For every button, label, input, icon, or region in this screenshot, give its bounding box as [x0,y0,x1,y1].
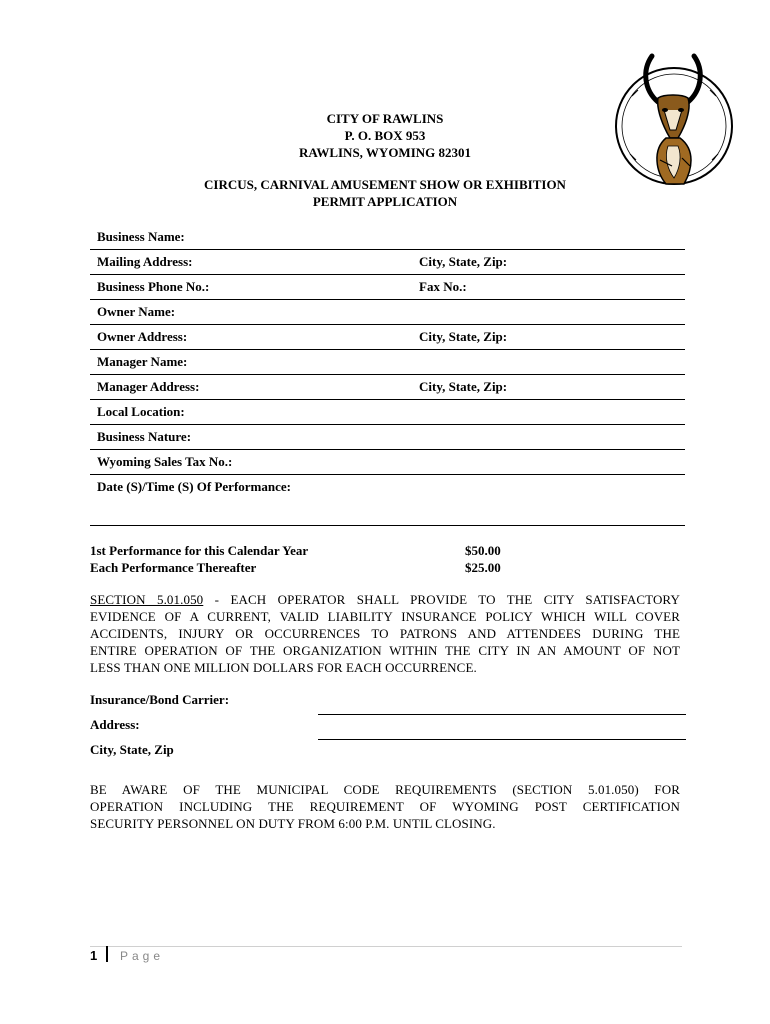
page-number: 1 [90,948,98,963]
business-nature-label: Business Nature: [97,429,192,444]
section-line-4: ENTIRE OPERATION OF THE ORGANIZATION WITHIN THE CITY IN AN AMOUNT OF NOT [90,643,680,658]
section-line-1: - EACH OPERATOR SHALL PROVIDE TO THE CITY SATISFACTORY [203,592,680,607]
insurance-address-line[interactable] [318,739,686,740]
insurance-carrier-label: Insurance/Bond Carrier: [90,692,230,707]
antelope-seal-icon [612,50,736,192]
manager-csz-label: City, State, Zip: [419,379,508,394]
fax-label: Fax No.: [419,279,467,294]
po-box: P. O. BOX 953 [344,128,426,143]
owner-address-label: Owner Address: [97,329,188,344]
insurance-requirement-paragraph [90,591,680,676]
security-notice-paragraph [90,781,680,832]
city-name: CITY OF RAWLINS [326,111,444,126]
mailing-csz-label: City, State, Zip: [419,254,508,269]
section-line-2: EVIDENCE OF A CURRENT, VALID LIABILITY INSURANCE POLICY WHICH WILL COVER [90,609,680,624]
owner-name-label: Owner Name: [97,304,176,319]
insurance-address-label: Address: [90,717,140,732]
owner-csz-label: City, State, Zip: [419,329,508,344]
city-state-zip: RAWLINS, WYOMING 82301 [298,145,472,160]
sales-tax-label: Wyoming Sales Tax No.: [97,454,233,469]
mailing-address-row[interactable] [90,249,685,275]
business-nature-row[interactable] [90,424,685,450]
local-location-row[interactable] [90,399,685,425]
owner-address-row[interactable] [90,324,685,350]
section-line-3: ACCIDENTS, INJURY OR OCCURRENCES TO PATRONS AND ATTENDEES DURING THE [90,626,680,641]
first-performance-amount: $50.00 [465,543,501,558]
notice-line-2: OPERATION INCLUDING THE REQUIREMENT OF WYOMING POST CERTIFICATION [90,799,680,814]
footer-divider [90,946,682,947]
business-phone-label: Business Phone No.: [97,279,210,294]
notice-line-3: SECURITY PERSONNEL ON DUTY FROM 6:00 P.M. UNTIL CLOSING. [90,816,496,831]
first-performance-label: 1st Performance for this Calendar Year [90,543,309,558]
manager-address-label: Manager Address: [97,379,200,394]
business-name-label: Business Name: [97,229,185,244]
each-performance-amount: $25.00 [465,560,501,575]
insurance-carrier-line[interactable] [318,714,686,715]
business-phone-row[interactable] [90,274,685,300]
form-subtitle: PERMIT APPLICATION [312,194,458,209]
performance-dates-row[interactable] [90,474,685,526]
mailing-address-label: Mailing Address: [97,254,193,269]
manager-name-row[interactable] [90,349,685,375]
manager-name-label: Manager Name: [97,354,188,369]
page-word: Page [120,949,165,963]
business-name-row[interactable] [90,224,685,250]
owner-name-row[interactable] [90,299,685,325]
section-reference: SECTION 5.01.050 [90,592,204,607]
each-performance-label: Each Performance Thereafter [90,560,257,575]
section-line-5: LESS THAN ONE MILLION DOLLARS FOR EACH OCCURRENCE. [90,660,477,675]
performance-dates-label: Date (S)/Time (S) Of Performance: [97,479,291,494]
page-separator [106,946,108,962]
notice-line-1: BE AWARE OF THE MUNICIPAL CODE REQUIREMENTS (SECTION 5.01.050) FOR [90,782,680,797]
manager-address-row[interactable] [90,374,685,400]
insurance-csz-label: City, State, Zip [90,742,174,757]
sales-tax-row[interactable] [90,449,685,475]
local-location-label: Local Location: [97,404,185,419]
form-title: CIRCUS, CARNIVAL AMUSEMENT SHOW OR EXHIBITION [204,177,566,192]
